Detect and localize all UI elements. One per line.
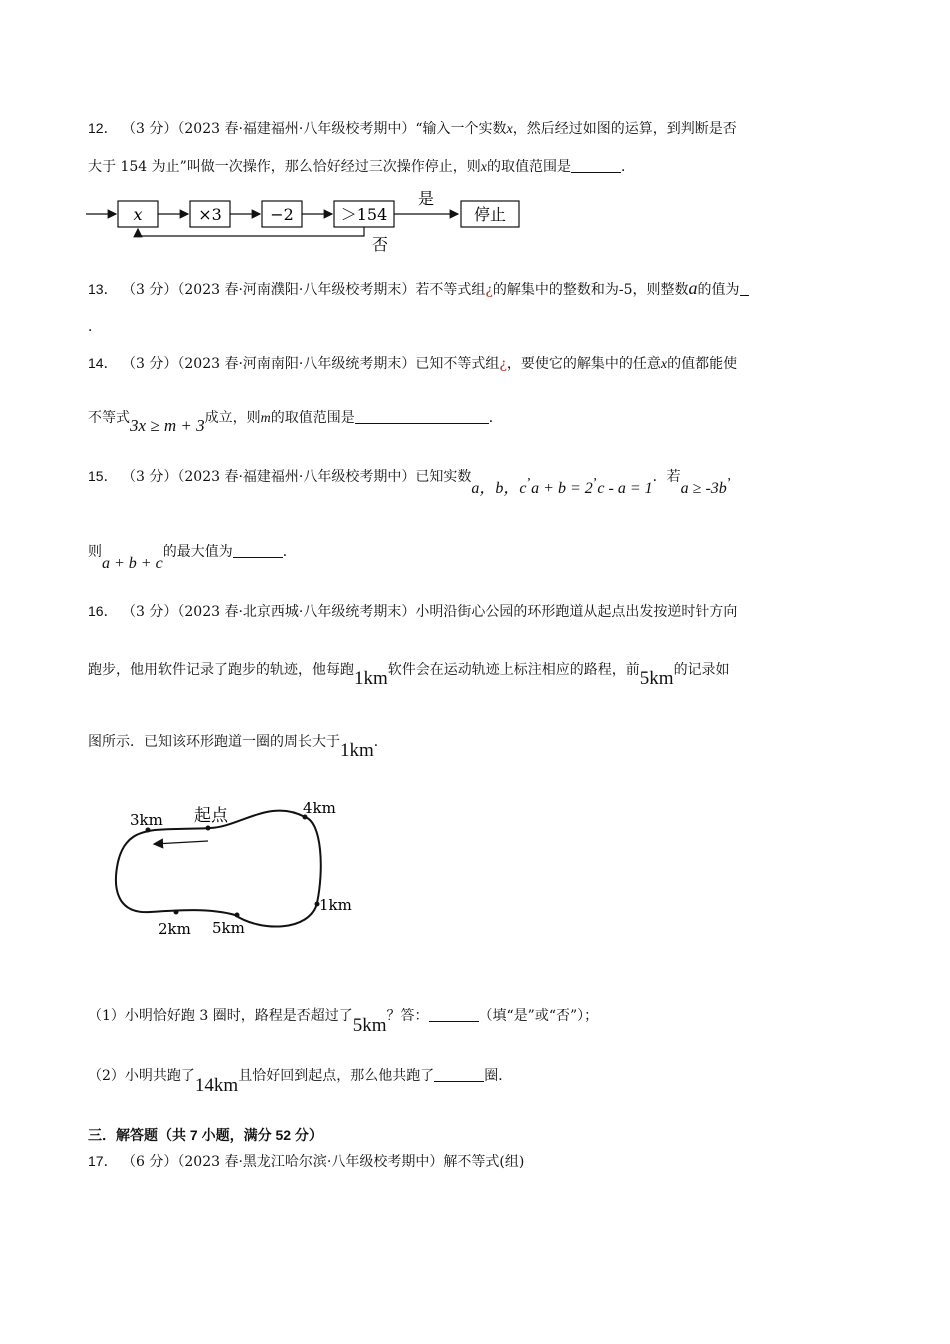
section3-title: 三．解答题（共 7 小题，满分 52 分） [88, 1127, 323, 1143]
q16-line1 [88, 602, 737, 621]
track-direction-arrow [154, 841, 208, 844]
q16-sub1-c: （填“是”或“否”）； [478, 1008, 599, 1024]
q14-formula: 3x ≥ m + 3 [130, 416, 205, 435]
q14-score: （3 分） [122, 356, 178, 372]
q12-line1 [88, 119, 737, 139]
q16-line2-c: 的记录如 [673, 662, 730, 678]
q15-line1 [88, 467, 732, 497]
q14-text-a: 已知不等式组 [415, 356, 500, 372]
q16-text-a: 小明沿街心公园的环形跑道从起点出发按逆时针方向 [415, 604, 738, 620]
q15-number: 15． [88, 468, 118, 484]
track-1km-label: 1km [319, 896, 352, 914]
track-start-label: 起点 [194, 806, 228, 826]
q13-end: ． [88, 319, 102, 335]
q16-sub2-a: （2）小明共跑了 [88, 1068, 195, 1084]
q16-sub1-answer-blank[interactable] [429, 1007, 479, 1022]
q13-line1 [88, 279, 749, 299]
q14-var-m: m [260, 411, 271, 426]
q17-source: （2023 春·黑龙江哈尔滨·八年级校考期中） [177, 1154, 444, 1170]
q17-score: （6 分） [122, 1154, 178, 1170]
q17-text: 解不等式(组) [443, 1154, 525, 1170]
q16-line2-b: 软件会在运动轨迹上标注相应的路程，前 [387, 662, 640, 678]
q14-source: （2023 春·河南南阳·八年级统考期末） [177, 356, 416, 372]
q16-sub1 [88, 1006, 599, 1036]
q12-line2 [88, 158, 635, 177]
q12-score: （3 分） [122, 121, 178, 137]
q15-cond3: a ≥ -3b [680, 480, 727, 497]
q17-number: 17． [88, 1153, 118, 1169]
q15-sep2: ’ [592, 476, 598, 491]
q14-number: 14． [88, 355, 118, 371]
q16-unit5: 5km [639, 668, 674, 689]
q16-sub2-answer-blank[interactable] [434, 1067, 484, 1082]
q16-line3-b: ． [373, 734, 388, 750]
q13-line2 [88, 318, 102, 336]
flow-box-compare-label: ＞154 [340, 205, 388, 224]
q15-line2-b: 的最大值为 [162, 544, 233, 560]
q15-line2 [88, 543, 297, 572]
q12-var-x: x [506, 122, 513, 137]
q12-number: 12． [88, 120, 118, 136]
q13-glyph: ¿ [485, 282, 493, 298]
q13-var-a: a [688, 278, 698, 298]
flow-box-x-label: x [133, 205, 143, 224]
q13-text-b: 的解集中的整数和为-5，则整数 [492, 282, 689, 298]
q15-vars: a，b，c [471, 480, 527, 497]
q16-sub1-unit: 5km [352, 1015, 387, 1036]
q16-unit1: 1km [354, 668, 388, 689]
q15-sep3: ’ [726, 476, 732, 491]
q15-answer-blank[interactable] [233, 543, 283, 558]
q16-sub1-a: （1）小明恰好跑 3 圈时，路程是否超过了 [88, 1008, 353, 1024]
q15-end: ． [282, 544, 297, 560]
q12-text-a: “输入一个实数 [415, 121, 507, 137]
q14-line1 [88, 354, 737, 374]
q14-end: ． [488, 410, 503, 426]
q12-source: （2023 春·福建福州·八年级校考期中） [177, 121, 416, 137]
q14-text-b: ，要使它的解集中的任意 [506, 356, 661, 372]
track-5km-label: 5km [212, 919, 245, 937]
q16-source: （2023 春·北京西城·八年级统考期末） [177, 604, 416, 620]
q14-glyph: ¿ [499, 356, 507, 372]
q14-line2 [88, 408, 503, 435]
track-5km-dot [235, 913, 240, 918]
q12-line2-b: 的取值范围是 [487, 159, 571, 175]
q17-line1 [88, 1152, 524, 1171]
q13-answer-blank[interactable] [740, 281, 749, 296]
track-start-dot [206, 826, 211, 831]
q12-flowchart [84, 190, 534, 254]
q14-line2-c: 的取值范围是 [270, 410, 355, 426]
flow-no-label: 否 [371, 235, 389, 254]
q15-expr: a + b + c [102, 555, 163, 572]
q15-cond2: c - a = 1 [597, 480, 653, 497]
track-4km-label: 4km [303, 799, 336, 817]
q12-end: ． [621, 159, 635, 175]
flow-box-stop-label: 停止 [473, 205, 507, 224]
q16-sub2-b: 且恰好回到起点，那么他共跑了 [238, 1068, 435, 1084]
q14-var-x: x [660, 357, 668, 372]
q16-score: （3 分） [122, 604, 178, 620]
q16-unit1b: 1km [340, 740, 374, 761]
track-3km-label: 3km [130, 811, 163, 829]
q16-line2 [88, 660, 730, 689]
q14-line2-b: 成立，则 [204, 410, 261, 426]
track-2km-label: 2km [158, 920, 191, 938]
q15-sep1: ’ [526, 476, 532, 491]
track-2km-dot [174, 910, 179, 915]
q13-number: 13． [88, 281, 118, 297]
q15-source: （2023 春·福建福州·八年级校考期中） [177, 469, 416, 485]
flow-box-times3-label: ×3 [198, 205, 222, 224]
q15-text-b: ．若 [652, 469, 681, 485]
q16-number: 16． [88, 603, 118, 619]
q14-answer-blank[interactable] [355, 409, 489, 424]
q16-sub1-b: ？答： [386, 1008, 429, 1024]
q12-line2-a: 大于 154 为止”叫做一次操作，那么恰好经过三次操作停止，则 [88, 159, 481, 175]
q13-text-c: 的值为 [697, 282, 740, 298]
q14-text-c: 的值都能使 [667, 356, 738, 372]
flow-box-minus2-label: −2 [270, 205, 294, 224]
q14-line2-a: 不等式 [88, 410, 130, 426]
q16-sub2-c: 圈． [484, 1068, 513, 1084]
q16-line3 [88, 732, 388, 761]
flow-arrow-loop [138, 227, 364, 236]
q15-line2-a: 则 [88, 544, 102, 560]
q15-text-a: 已知实数 [415, 469, 472, 485]
q16-line2-a: 跑步，他用软件记录了跑步的轨迹，他每跑 [88, 662, 354, 678]
q15-score: （3 分） [122, 469, 178, 485]
q13-text-a: 若不等式组 [415, 282, 486, 298]
q16-track-figure [100, 790, 370, 945]
q13-source: （2023 春·河南濮阳·八年级校考期末） [177, 282, 416, 298]
q13-score: （3 分） [122, 282, 178, 298]
q16-sub2 [88, 1066, 513, 1096]
q12-var-x-2: x [480, 160, 487, 175]
q12-text-b: ，然后经过如图的运算，到判断是否 [512, 121, 737, 137]
q12-answer-blank[interactable] [571, 158, 621, 173]
flow-yes-label: 是 [417, 190, 435, 208]
q16-line3-a: 图所示．已知该环形跑道一圈的周长大于 [88, 734, 340, 750]
q15-cond1: a + b = 2 [531, 480, 593, 497]
q16-sub2-unit: 14km [194, 1075, 239, 1096]
